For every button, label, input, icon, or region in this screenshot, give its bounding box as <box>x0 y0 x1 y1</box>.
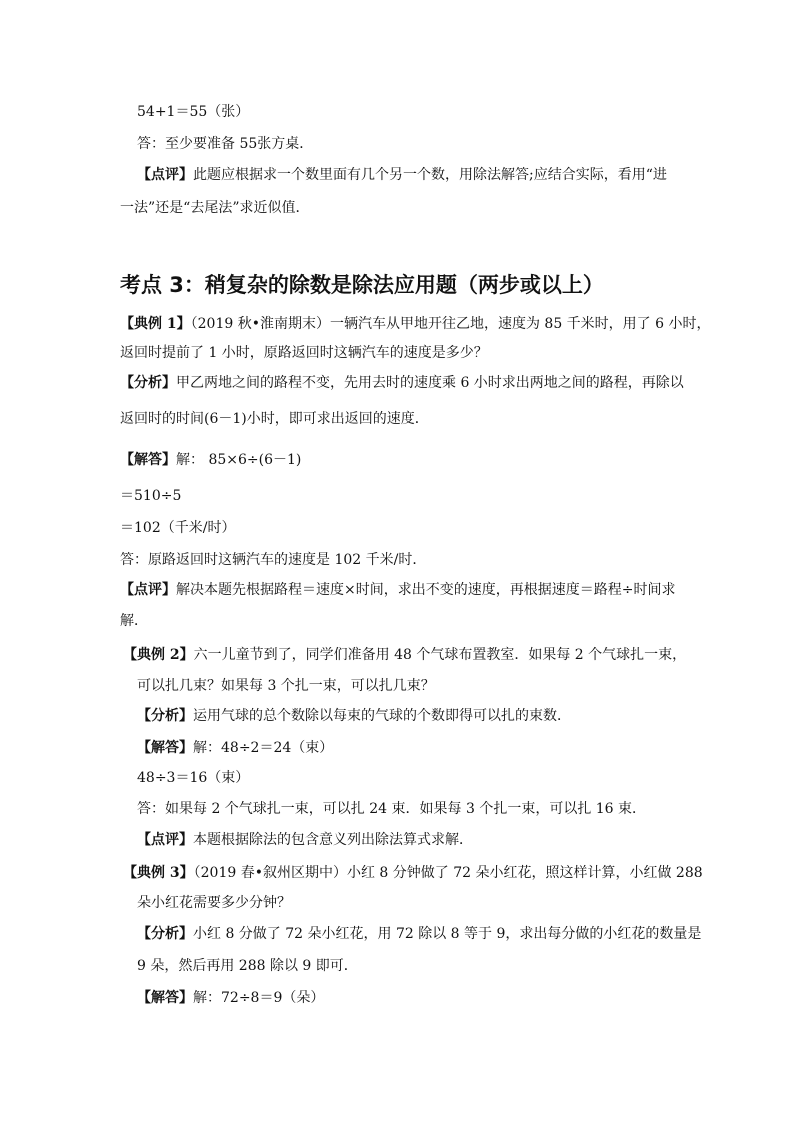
prev-answer: 答：至少要准备 55张方桌． <box>137 136 314 152</box>
ex1-analysis-line-1 <box>120 373 684 393</box>
comment-text: 解决本题先根据路程＝速度×时间，求出不变的速度，再根据速度＝路程÷时间求 <box>176 582 676 598</box>
prev-calc: 54+1＝55（张） <box>137 104 250 120</box>
solution-text: 解：72÷8＝9（朵） <box>193 990 325 1006</box>
ex3-tag: 【典例 3】 <box>123 865 194 881</box>
ex2-comment <box>137 830 473 850</box>
solution-tag: 【解答】 <box>137 740 193 756</box>
ex2-answer: 答：如果每 2 个气球扎一束，可以扎 24 束．如果每 3 个扎一束，可以扎 16 束． <box>137 801 647 817</box>
ex2-solution-line-1 <box>137 738 333 758</box>
ex3-question-line-1 <box>123 863 703 883</box>
comment-tag: 【点评】 <box>137 167 193 183</box>
ex2-question-line-1 <box>123 645 686 665</box>
solution-tag: 【解答】 <box>137 990 193 1006</box>
comment-text: 此题应根据求一个数里面有几个另一个数，用除法解答;应结合实际，看用“进 <box>193 167 667 183</box>
analysis-text: 运用气球的总个数除以每束的气球的个数即得可以扎的束数． <box>193 708 571 724</box>
ex1-solution-line-2: ＝510÷5 <box>120 488 182 504</box>
prev-comment-line-2: 一法”还是“去尾法”求近似值． <box>120 200 310 216</box>
ex1-analysis-line-2: 返回时的时间(6－1)小时，即可求出返回的速度． <box>120 411 429 427</box>
ex3-analysis-line-1 <box>137 924 701 944</box>
ex1-comment-line-2: 解． <box>120 613 148 629</box>
ex3-question-line-2: 朵小红花需要多少分钟？ <box>137 895 291 911</box>
comment-tag: 【点评】 <box>137 832 193 848</box>
analysis-text: 小红 8 分做了 72 朵小红花，用 72 除以 8 等于 9，求出每分做的小红花的数量是 <box>193 926 702 942</box>
ex2-question-line-2: 可以扎几束？如果每 3 个扎一束，可以扎几束？ <box>137 678 435 694</box>
ex1-question-text: （2019 秋•淮南期末）一辆汽车从甲地开往乙地，速度为 85 千米时，用了 6 小时， <box>190 316 711 332</box>
ex2-tag: 【典例 2】 <box>123 647 194 663</box>
solution-text: 解： 85×6÷(6－1) <box>176 452 302 468</box>
comment-tag: 【点评】 <box>120 582 176 598</box>
ex1-question-line-2: 返回时提前了 1 小时，原路返回时这辆汽车的速度是多少？ <box>120 345 488 361</box>
ex1-tag: 【典例 1】 <box>120 316 191 332</box>
solution-tag: 【解答】 <box>120 452 176 468</box>
prev-comment-line-1 <box>137 165 667 185</box>
ex3-question-text: （2019 春•叙州区期中）小红 8 分钟做了 72 朵小红花，照这样计算，小红做 288 <box>193 865 703 881</box>
solution-text: 解：48÷2＝24（束） <box>193 740 334 756</box>
ex1-answer: 答：原路返回时这辆汽车的速度是 102 千米/时． <box>120 552 427 568</box>
ex1-solution-line-1 <box>120 450 301 470</box>
ex3-solution-line-1 <box>137 988 324 1008</box>
analysis-tag: 【分析】 <box>137 926 193 942</box>
ex2-solution-line-2: 48÷3＝16（束） <box>137 770 250 786</box>
section-heading: 考点 3：稍复杂的除数是除法应用题（两步或以上） <box>120 273 604 297</box>
analysis-tag: 【分析】 <box>137 708 193 724</box>
ex1-solution-line-3: ＝102（千米/时） <box>120 520 236 536</box>
analysis-tag: 【分析】 <box>120 375 176 391</box>
ex2-question-text: 六一儿童节到了，同学们准备用 48 个气球布置教室．如果每 2 个气球扎一束， <box>193 647 687 663</box>
ex1-comment-line-1 <box>120 580 675 600</box>
comment-text: 本题根据除法的包含意义列出除法算式求解． <box>193 832 473 848</box>
ex1-question-line-1 <box>120 314 710 334</box>
ex3-analysis-line-2: 9 朵，然后再用 288 除以 9 即可． <box>137 958 358 974</box>
ex2-analysis <box>137 706 571 726</box>
analysis-text: 甲乙两地之间的路程不变，先用去时的速度乘 6 小时求出两地之间的路程，再除以 <box>176 375 684 391</box>
